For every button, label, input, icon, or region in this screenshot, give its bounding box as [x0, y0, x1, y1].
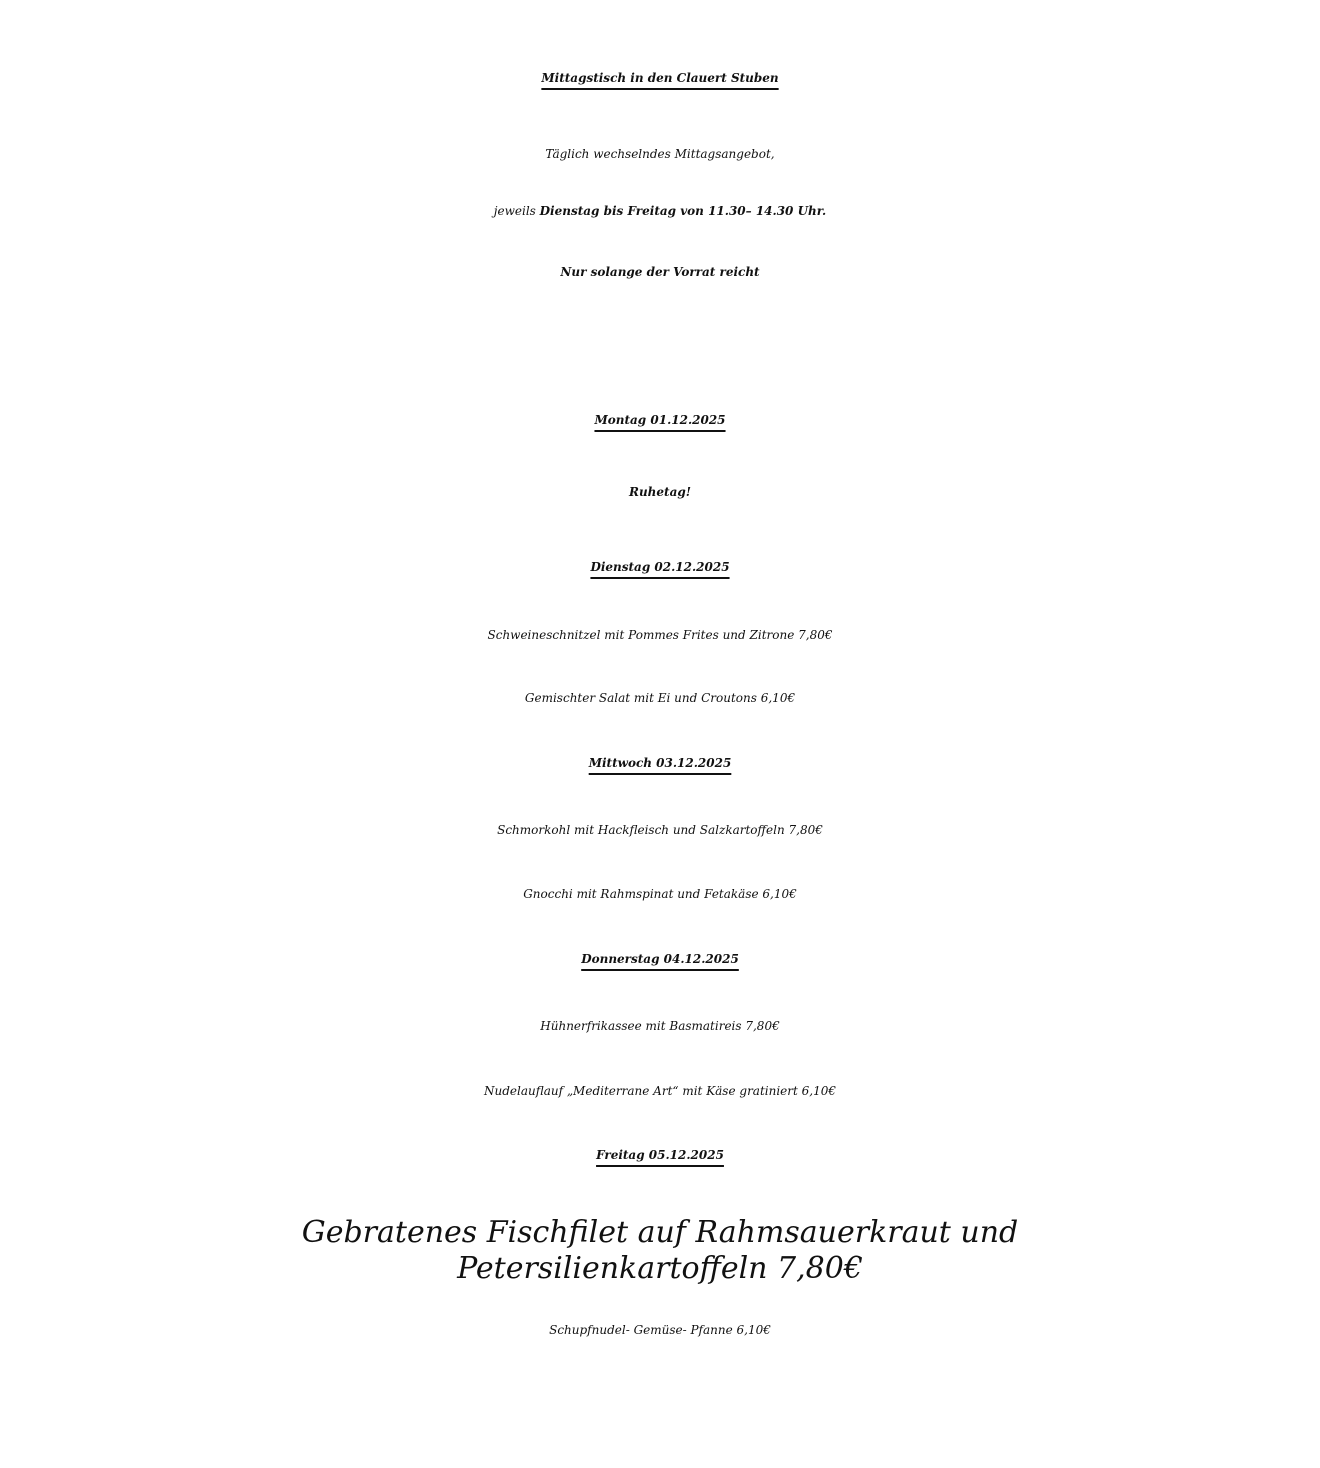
day-heading-tuesday: Dienstag 02.12.2025 — [590, 560, 730, 574]
day-heading-wednesday: Mittwoch 03.12.2025 — [588, 756, 732, 770]
dish-thursday-2: Nudelauflauf „Mediterrane Art“ mit Käse gratiniert 6,10€ — [483, 1084, 837, 1098]
day-heading-thursday: Donnerstag 04.12.2025 — [581, 952, 739, 966]
dish-tuesday-1: Schweineschnitzel mit Pommes Frites und Zitrone 7,80€ — [487, 628, 833, 642]
dish-friday-2: Schupfnudel- Gemüse- Pfanne 6,10€ — [549, 1323, 771, 1337]
page-title: Mittagstisch in den Clauert Stuben — [541, 71, 779, 85]
dish-wednesday-2: Gnocchi mit Rahmspinat und Fetakäse 6,10€ — [523, 887, 797, 901]
opening-hours — [0, 205, 1320, 217]
offer-description: Täglich wechselndes Mittagsangebot, — [545, 147, 775, 161]
opening-hours-days: Dienstag bis Freitag von 11.30– 14.30 Uhr. — [539, 204, 827, 218]
dish-thursday-1: Hühnerfrikassee mit Basmatireis 7,80€ — [540, 1019, 780, 1033]
opening-hours-prefix: jeweils — [493, 204, 540, 218]
dish-friday-1: Gebratenes Fischfilet auf Rahmsauerkraut und Petersilienkartoffeln 7,80€ — [301, 1215, 1019, 1286]
dish-tuesday-2: Gemischter Salat mit Ei und Croutons 6,10€ — [524, 691, 796, 705]
day-heading-friday: Freitag 05.12.2025 — [596, 1148, 724, 1162]
closed-day-note: Ruhetag! — [628, 485, 692, 499]
day-heading-monday: Montag 01.12.2025 — [594, 413, 726, 427]
dish-wednesday-1: Schmorkohl mit Hackfleisch und Salzkartoffeln 7,80€ — [497, 823, 823, 837]
availability-notice: Nur solange der Vorrat reicht — [560, 265, 760, 279]
